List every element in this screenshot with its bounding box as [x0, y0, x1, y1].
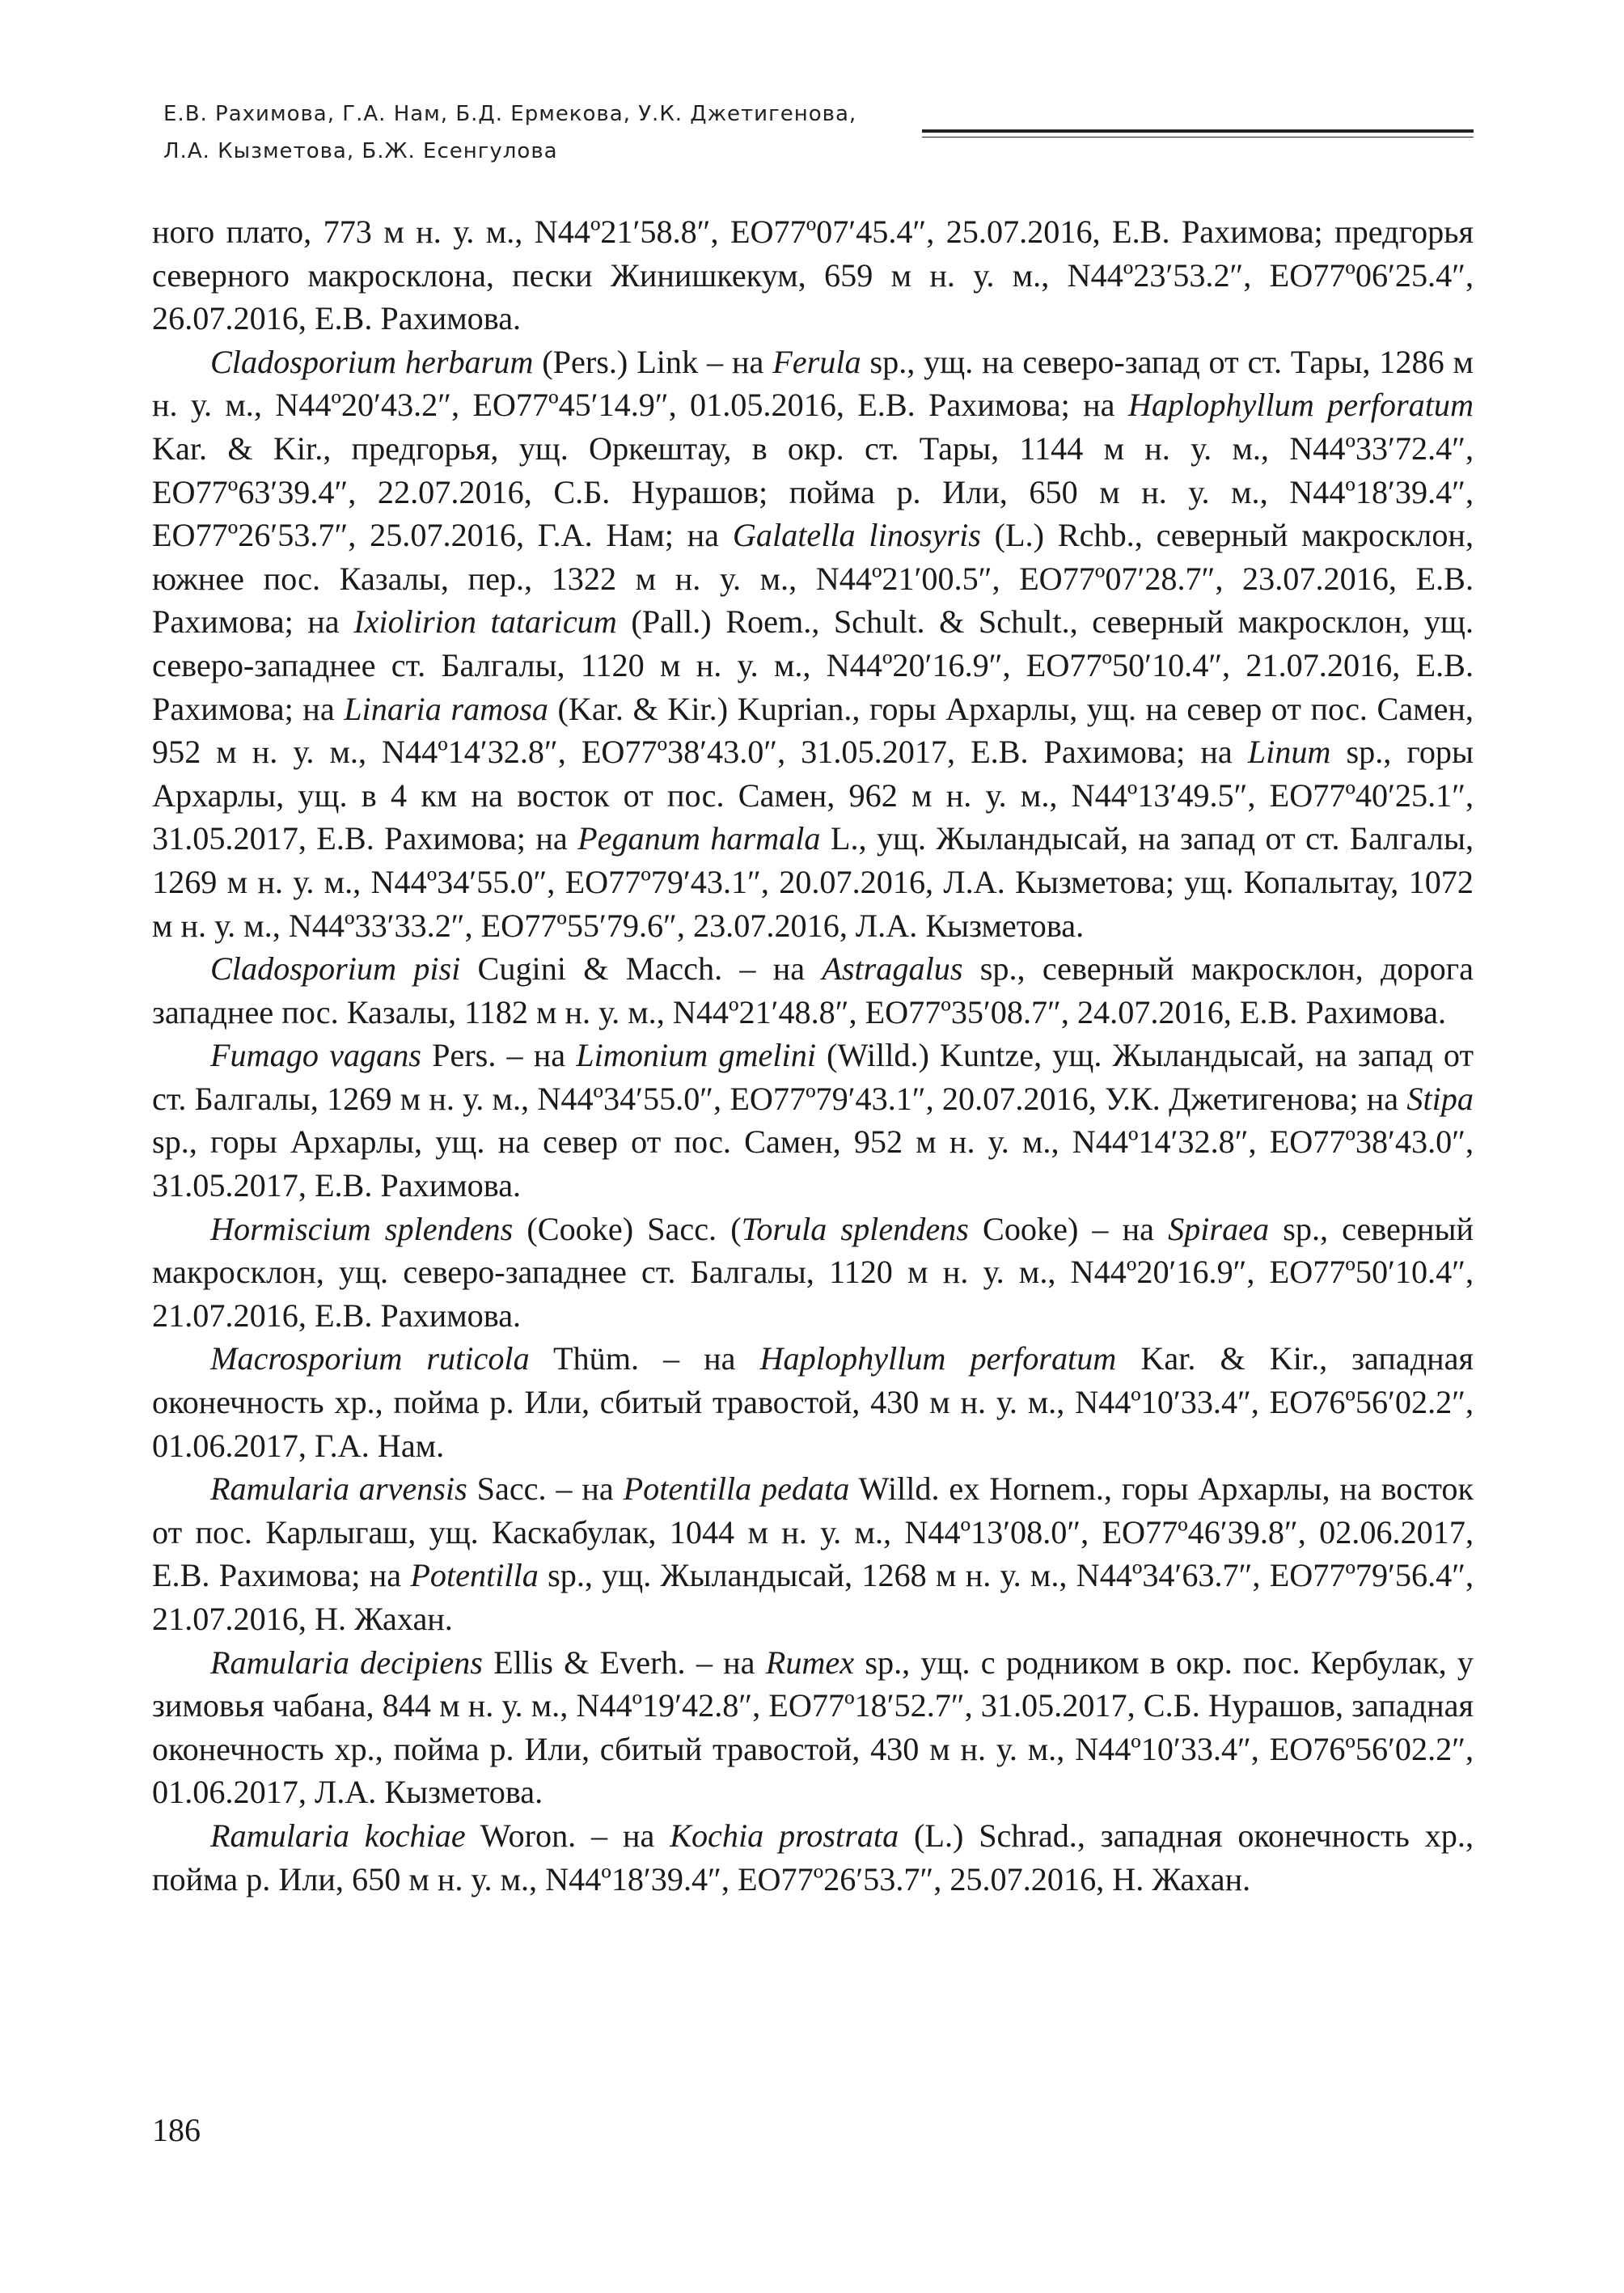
- text-segment: sp., горы Архарлы, ущ. в 4 км на восток от пос. Самен, 962 м н. у. м., N44º13′49.5″, EO77º40′25.1″, 31.05.2017, Е.В. Рахимова; на: [152, 734, 1474, 857]
- text-segment: (Willd.) Kuntze, ущ. Жыландысай, на запад от ст. Балгалы, 1269 м н. у. м., N44º34′55.0″, EO77º79′43.1″, 20.07.2016, У.К. Джетигенова; на: [152, 1037, 1474, 1117]
- species-entry-paragraph: [152, 1814, 1474, 1901]
- text-segment: (Pall.) Roem., Schult. & Schult., северный макросклон, ущ. северо-западнее ст. Балгалы, 1120 м н. у. м., N44º20′16.9″, EO77º50′10.4″, 21.07.2016, Е.В. Рахимова; на: [152, 603, 1474, 727]
- taxon-name: Ramularia kochiae: [210, 1817, 466, 1854]
- taxon-name: Ramularia decipiens: [210, 1644, 483, 1681]
- taxon-name: Spiraea: [1168, 1210, 1270, 1247]
- taxon-name: Ixiolirion tataricum: [353, 603, 617, 641]
- text-segment: (Pers.) Link – на: [533, 343, 773, 380]
- text-segment: (Kar. & Kir.) Kuprian., горы Архарлы, ущ. на север от пос. Самен, 952 м н. у. м., N44º14′32.8″, EO77º38′43.0″, 31.05.2017, Е.В. Рахимова; на: [152, 690, 1474, 771]
- text-segment: Woron. – на: [465, 1817, 670, 1854]
- taxon-name: Hormiscium splendens: [210, 1210, 514, 1247]
- authors-line-1: Е.В. Рахимова, Г.А. Нам, Б.Д. Ермекова, У.К. Джетигенова,: [163, 102, 857, 126]
- paragraph-continuation: [152, 210, 1474, 341]
- text-segment: Willd. ex Hornem., горы Архарлы, на восток от пос. Карлыгаш, ущ. Каскабулак, 1044 м н. у. м., N44º13′08.0″, EO77º46′39.8″, 02.06.2017, Е.В. Рахимова; на: [152, 1470, 1474, 1594]
- taxon-name: Fumago vagans: [210, 1037, 421, 1074]
- taxon-name: Astragalus: [822, 950, 963, 988]
- species-entry-paragraph: [152, 1034, 1474, 1207]
- species-entry-paragraph: [152, 1337, 1474, 1467]
- article-body: [152, 210, 1474, 1901]
- text-segment: (Cooke) Sacc. (: [513, 1210, 742, 1247]
- taxon-name: Peganum harmala: [577, 820, 821, 857]
- taxon-name: Haplophyllum perforatum: [1127, 387, 1474, 424]
- text-segment: sp., ущ. с родником в окр. пос. Кербулак, у зимовья чабана, 844 м н. у. м., N44º19′42.8″, EO77º18′52.7″, 31.05.2017, С.Б. Нурашов, западная оконечность хр., пойма р. Или, сбитый травостой, 430 м н. у. м., N44º10′33.4″, EO76º56′02.2″, 01.06.2017, Л.А. Кызметова.: [152, 1644, 1474, 1811]
- taxon-name: Kochia prostrata: [670, 1817, 899, 1854]
- taxon-name: Linum: [1247, 734, 1331, 771]
- text-segment: Kar. & Kir., предгорья, ущ. Оркештау, в окр. ст. Тары, 1144 м н. у. м., N44º33′72.4″, EO77º63′39.4″, 22.07.2016, С.Б. Нурашов; пойма р. Или, 650 м н. у. м., N44º18′39.4″, EO77º26′53.7″, 25.07.2016, Г.А. Нам; на: [152, 429, 1474, 554]
- running-header: [163, 95, 1474, 176]
- taxon-name: Macrosporium ruticola: [210, 1340, 530, 1377]
- taxon-name: Cladosporium herbarum: [210, 343, 534, 380]
- taxon-name: Ferula: [772, 343, 861, 380]
- text-segment: Cooke) – на: [968, 1210, 1169, 1247]
- text-segment: Ellis & Everh. – на: [482, 1644, 766, 1681]
- taxon-name: Linaria ramosa: [344, 690, 548, 727]
- text-segment: ного плато, 773 м н. у. м., N44º21′58.8″, EO77º07′45.4″, 25.07.2016, Е.В. Рахимова; предгорья северного макросклона, пески Жинишкекум, 659 м н. у. м., N44º23′53.2″, EO77º06′25.4″, 26.07.2016, Е.В. Рахимова.: [152, 214, 1474, 337]
- taxon-name: Rumex: [765, 1644, 855, 1681]
- taxon-name: Ramularia arvensis: [210, 1470, 467, 1508]
- text-segment: Sacc. – на: [467, 1470, 624, 1508]
- text-segment: Cugini & Macch. – на: [460, 950, 823, 988]
- text-segment: sp., горы Архарлы, ущ. на север от пос. Самен, 952 м н. у. м., N44º14′32.8″, EO77º38′43.0″, 31.05.2017, Е.В. Рахимова.: [152, 1123, 1474, 1204]
- taxon-name: Potentilla: [410, 1557, 539, 1594]
- taxon-name: Potentilla pedata: [623, 1470, 850, 1508]
- taxon-name: Galatella linosyris: [732, 517, 981, 554]
- species-entry-paragraph: [152, 1467, 1474, 1640]
- text-segment: sp., северный макросклон, ущ. северо-западнее ст. Балгалы, 1120 м н. у. м., N44º20′16.9″, EO77º50′10.4″, 21.07.2016, Е.В. Рахимова.: [152, 1210, 1474, 1334]
- text-segment: sp., ущ. на северо-запад от ст. Тары, 1286 м н. у. м., N44º20′43.2″, EO77º45′14.9″, 01.05.2016, Е.В. Рахимова; на: [152, 343, 1474, 424]
- running-header-authors: [163, 95, 856, 170]
- species-entry-paragraph: [152, 1641, 1474, 1814]
- text-segment: L., ущ. Жыландысай, на запад от ст. Балгалы, 1269 м н. у. м., N44º34′55.0″, EO77º79′43.1″, 20.07.2016, Л.А. Кызметова; ущ. Копалытау, 1072 м н. у. м., N44º33′33.2″, EO77º55′79.6″, 23.07.2016, Л.А. Кызметова.: [152, 820, 1474, 944]
- authors-line-2: Л.А. Кызметова, Б.Ж. Есенгулова: [163, 139, 558, 163]
- species-entry-paragraph: [152, 1208, 1474, 1338]
- text-segment: Pers. – на: [421, 1037, 577, 1074]
- species-entry-paragraph: [152, 947, 1474, 1034]
- text-segment: (L.) Schrad., западная оконечность хр., пойма р. Или, 650 м н. у. м., N44º18′39.4″, EO77º26′53.7″, 25.07.2016, Н. Жахан.: [152, 1817, 1474, 1897]
- text-segment: Thüm. – на: [529, 1340, 760, 1377]
- page-number: 186: [152, 2112, 201, 2148]
- text-segment: sp., северный макросклон, дорога западнее пос. Казалы, 1182 м н. у. м., N44º21′48.8″, EO77º35′08.7″, 24.07.2016, Е.В. Рахимова.: [152, 950, 1474, 1030]
- taxon-name: Stipa: [1406, 1080, 1474, 1117]
- taxon-name: Cladosporium pisi: [210, 950, 461, 988]
- text-segment: sp., ущ. Жыландысай, 1268 м н. у. м., N44º34′63.7″, EO77º79′56.4″, 21.07.2016, Н. Жахан.: [152, 1557, 1474, 1637]
- header-double-rule: [922, 129, 1474, 137]
- taxon-name: Haplophyllum perforatum: [759, 1340, 1117, 1377]
- species-entry-paragraph: [152, 341, 1474, 947]
- taxon-name: Limonium gmelini: [576, 1037, 816, 1074]
- text-segment: (L.) Rchb., северный макросклон, южнее пос. Казалы, пер., 1322 м н. у. м., N44º21′00.5″, EO77º07′28.7″, 23.07.2016, Е.В. Рахимова; на: [152, 517, 1474, 641]
- taxon-name: Torula splendens: [741, 1210, 969, 1247]
- text-segment: Kar. & Kir., западная оконечность хр., пойма р. Или, сбитый травостой, 430 м н. у. м., N44º10′33.4″, EO76º56′02.2″, 01.06.2017, Г.А. Нам.: [152, 1340, 1474, 1464]
